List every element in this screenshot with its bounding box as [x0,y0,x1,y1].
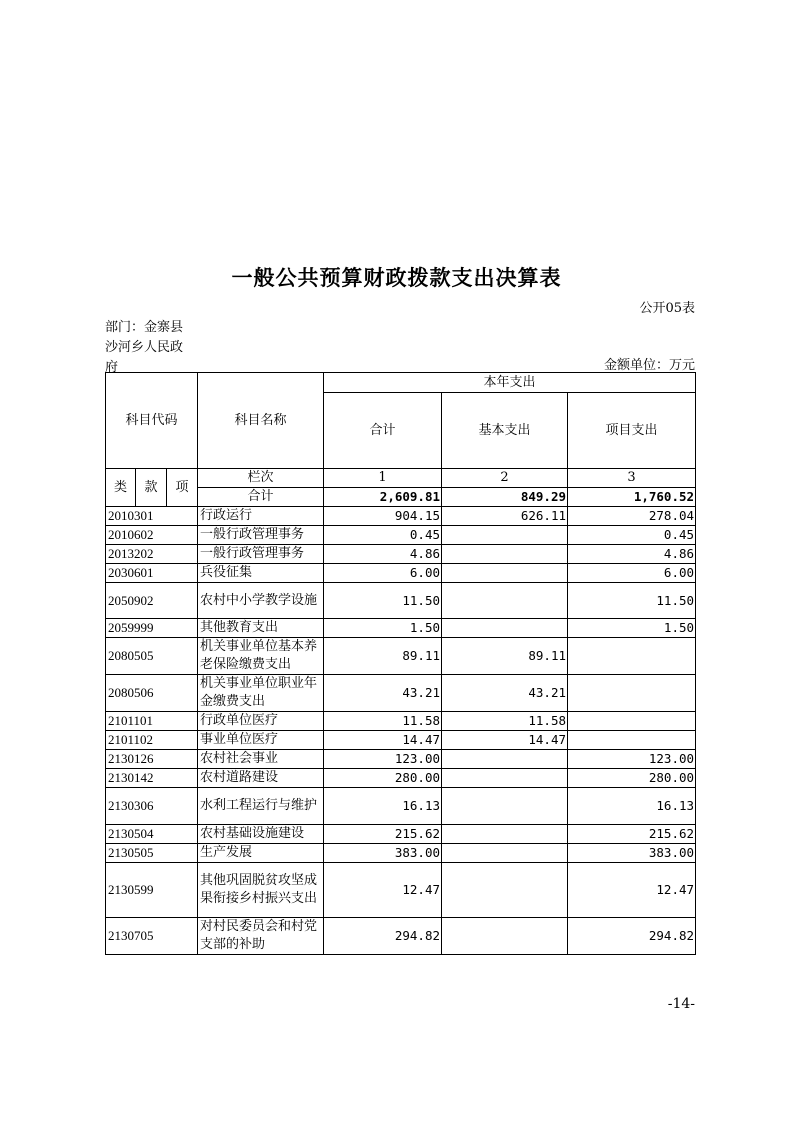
header-lei: 类 [106,469,136,507]
row-project: 280.00 [568,769,696,788]
row-basic [442,863,568,918]
row-project: 123.00 [568,750,696,769]
row-name: 机关事业单位基本养老保险缴费支出 [198,638,324,675]
row-code: 2130599 [106,863,198,918]
row-name: 机关事业单位职业年金缴费支出 [198,675,324,712]
row-project: 1.50 [568,619,696,638]
row-project: 383.00 [568,844,696,863]
row-total: 14.47 [324,731,442,750]
row-total: 294.82 [324,918,442,955]
row-code: 2130306 [106,788,198,825]
row-project: 12.47 [568,863,696,918]
row-name: 对村民委员会和村党支部的补助 [198,918,324,955]
total-row-total: 2,609.81 [324,488,442,507]
row-code: 2010301 [106,507,198,526]
form-number: 公开05表 [639,301,695,316]
row-total: 215.62 [324,825,442,844]
header-col1: 1 [324,469,442,488]
row-name: 农村社会事业 [198,750,324,769]
row-total: 11.50 [324,583,442,619]
header-kuan: 款 [136,469,167,507]
row-name: 其他教育支出 [198,619,324,638]
row-code: 2130505 [106,844,198,863]
row-name: 生产发展 [198,844,324,863]
page-title: 一般公共预算财政拨款支出决算表 [231,265,562,290]
row-total: 383.00 [324,844,442,863]
table-row [106,731,696,750]
row-total: 0.45 [324,526,442,545]
row-total: 43.21 [324,675,442,712]
table-row [106,638,696,675]
row-basic: 11.58 [442,712,568,731]
row-code: 2130142 [106,769,198,788]
table-row [106,564,696,583]
table-row [106,918,696,955]
row-basic: 626.11 [442,507,568,526]
row-code: 2101102 [106,731,198,750]
row-name: 行政运行 [198,507,324,526]
row-code: 2013202 [106,545,198,564]
row-code: 2080505 [106,638,198,675]
header-col2: 2 [442,469,568,488]
row-basic [442,619,568,638]
row-code: 2130705 [106,918,198,955]
row-basic [442,918,568,955]
header-basic: 基本支出 [442,393,568,469]
table-row [106,825,696,844]
table-row [106,844,696,863]
row-total: 12.47 [324,863,442,918]
row-project [568,731,696,750]
row-code: 2030601 [106,564,198,583]
row-project [568,675,696,712]
row-name: 事业单位医疗 [198,731,324,750]
row-project: 16.13 [568,788,696,825]
table-row [106,863,696,918]
table-row [106,526,696,545]
row-basic [442,564,568,583]
row-total: 11.58 [324,712,442,731]
table-row [106,750,696,769]
header-year-expense: 本年支出 [324,373,696,393]
header-total: 合计 [324,393,442,469]
header-col3: 3 [568,469,696,488]
row-project: 278.04 [568,507,696,526]
row-basic [442,583,568,619]
row-name: 一般行政管理事务 [198,526,324,545]
row-project: 0.45 [568,526,696,545]
table-row [106,712,696,731]
row-total: 4.86 [324,545,442,564]
row-name: 农村道路建设 [198,769,324,788]
row-code: 2080506 [106,675,198,712]
table-row [106,788,696,825]
row-project: 11.50 [568,583,696,619]
row-basic: 14.47 [442,731,568,750]
expense-table [105,372,696,955]
row-project [568,712,696,731]
row-basic [442,788,568,825]
table-row [106,675,696,712]
header-lanci: 栏次 [198,469,324,488]
department-label: 部门：金寨县沙河乡人民政府 [105,320,184,375]
table-row [106,619,696,638]
total-row-basic: 849.29 [442,488,568,507]
total-row-label: 合计 [198,488,324,507]
row-project: 215.62 [568,825,696,844]
header-project: 项目支出 [568,393,696,469]
row-code: 2010602 [106,526,198,545]
row-name: 行政单位医疗 [198,712,324,731]
row-basic [442,844,568,863]
row-project [568,638,696,675]
row-basic: 43.21 [442,675,568,712]
row-name: 农村基础设施建设 [198,825,324,844]
row-basic [442,825,568,844]
table-row [106,507,696,526]
row-project: 4.86 [568,545,696,564]
header-name: 科目名称 [198,373,324,469]
row-total: 904.15 [324,507,442,526]
row-code: 2130126 [106,750,198,769]
row-project: 294.82 [568,918,696,955]
row-total: 6.00 [324,564,442,583]
row-total: 123.00 [324,750,442,769]
row-code: 2059999 [106,619,198,638]
row-name: 农村中小学教学设施 [198,583,324,619]
row-basic [442,769,568,788]
page-number: -14- [667,996,695,1012]
row-project: 6.00 [568,564,696,583]
row-name: 兵役征集 [198,564,324,583]
row-basic: 89.11 [442,638,568,675]
row-total: 280.00 [324,769,442,788]
total-row-project: 1,760.52 [568,488,696,507]
row-total: 89.11 [324,638,442,675]
row-name: 水利工程运行与维护 [198,788,324,825]
header-code: 科目代码 [106,373,198,469]
row-basic [442,545,568,564]
row-total: 16.13 [324,788,442,825]
row-total: 1.50 [324,619,442,638]
table-row [106,545,696,564]
header-xiang: 项 [167,469,198,507]
table-row [106,583,696,619]
row-basic [442,750,568,769]
row-code: 2050902 [106,583,198,619]
row-basic [442,526,568,545]
row-name: 其他巩固脱贫攻坚成果衔接乡村振兴支出 [198,863,324,918]
unit-label: 金额单位：万元 [603,358,695,373]
row-code: 2130504 [106,825,198,844]
row-name: 一般行政管理事务 [198,545,324,564]
row-code: 2101101 [106,712,198,731]
table-row [106,769,696,788]
